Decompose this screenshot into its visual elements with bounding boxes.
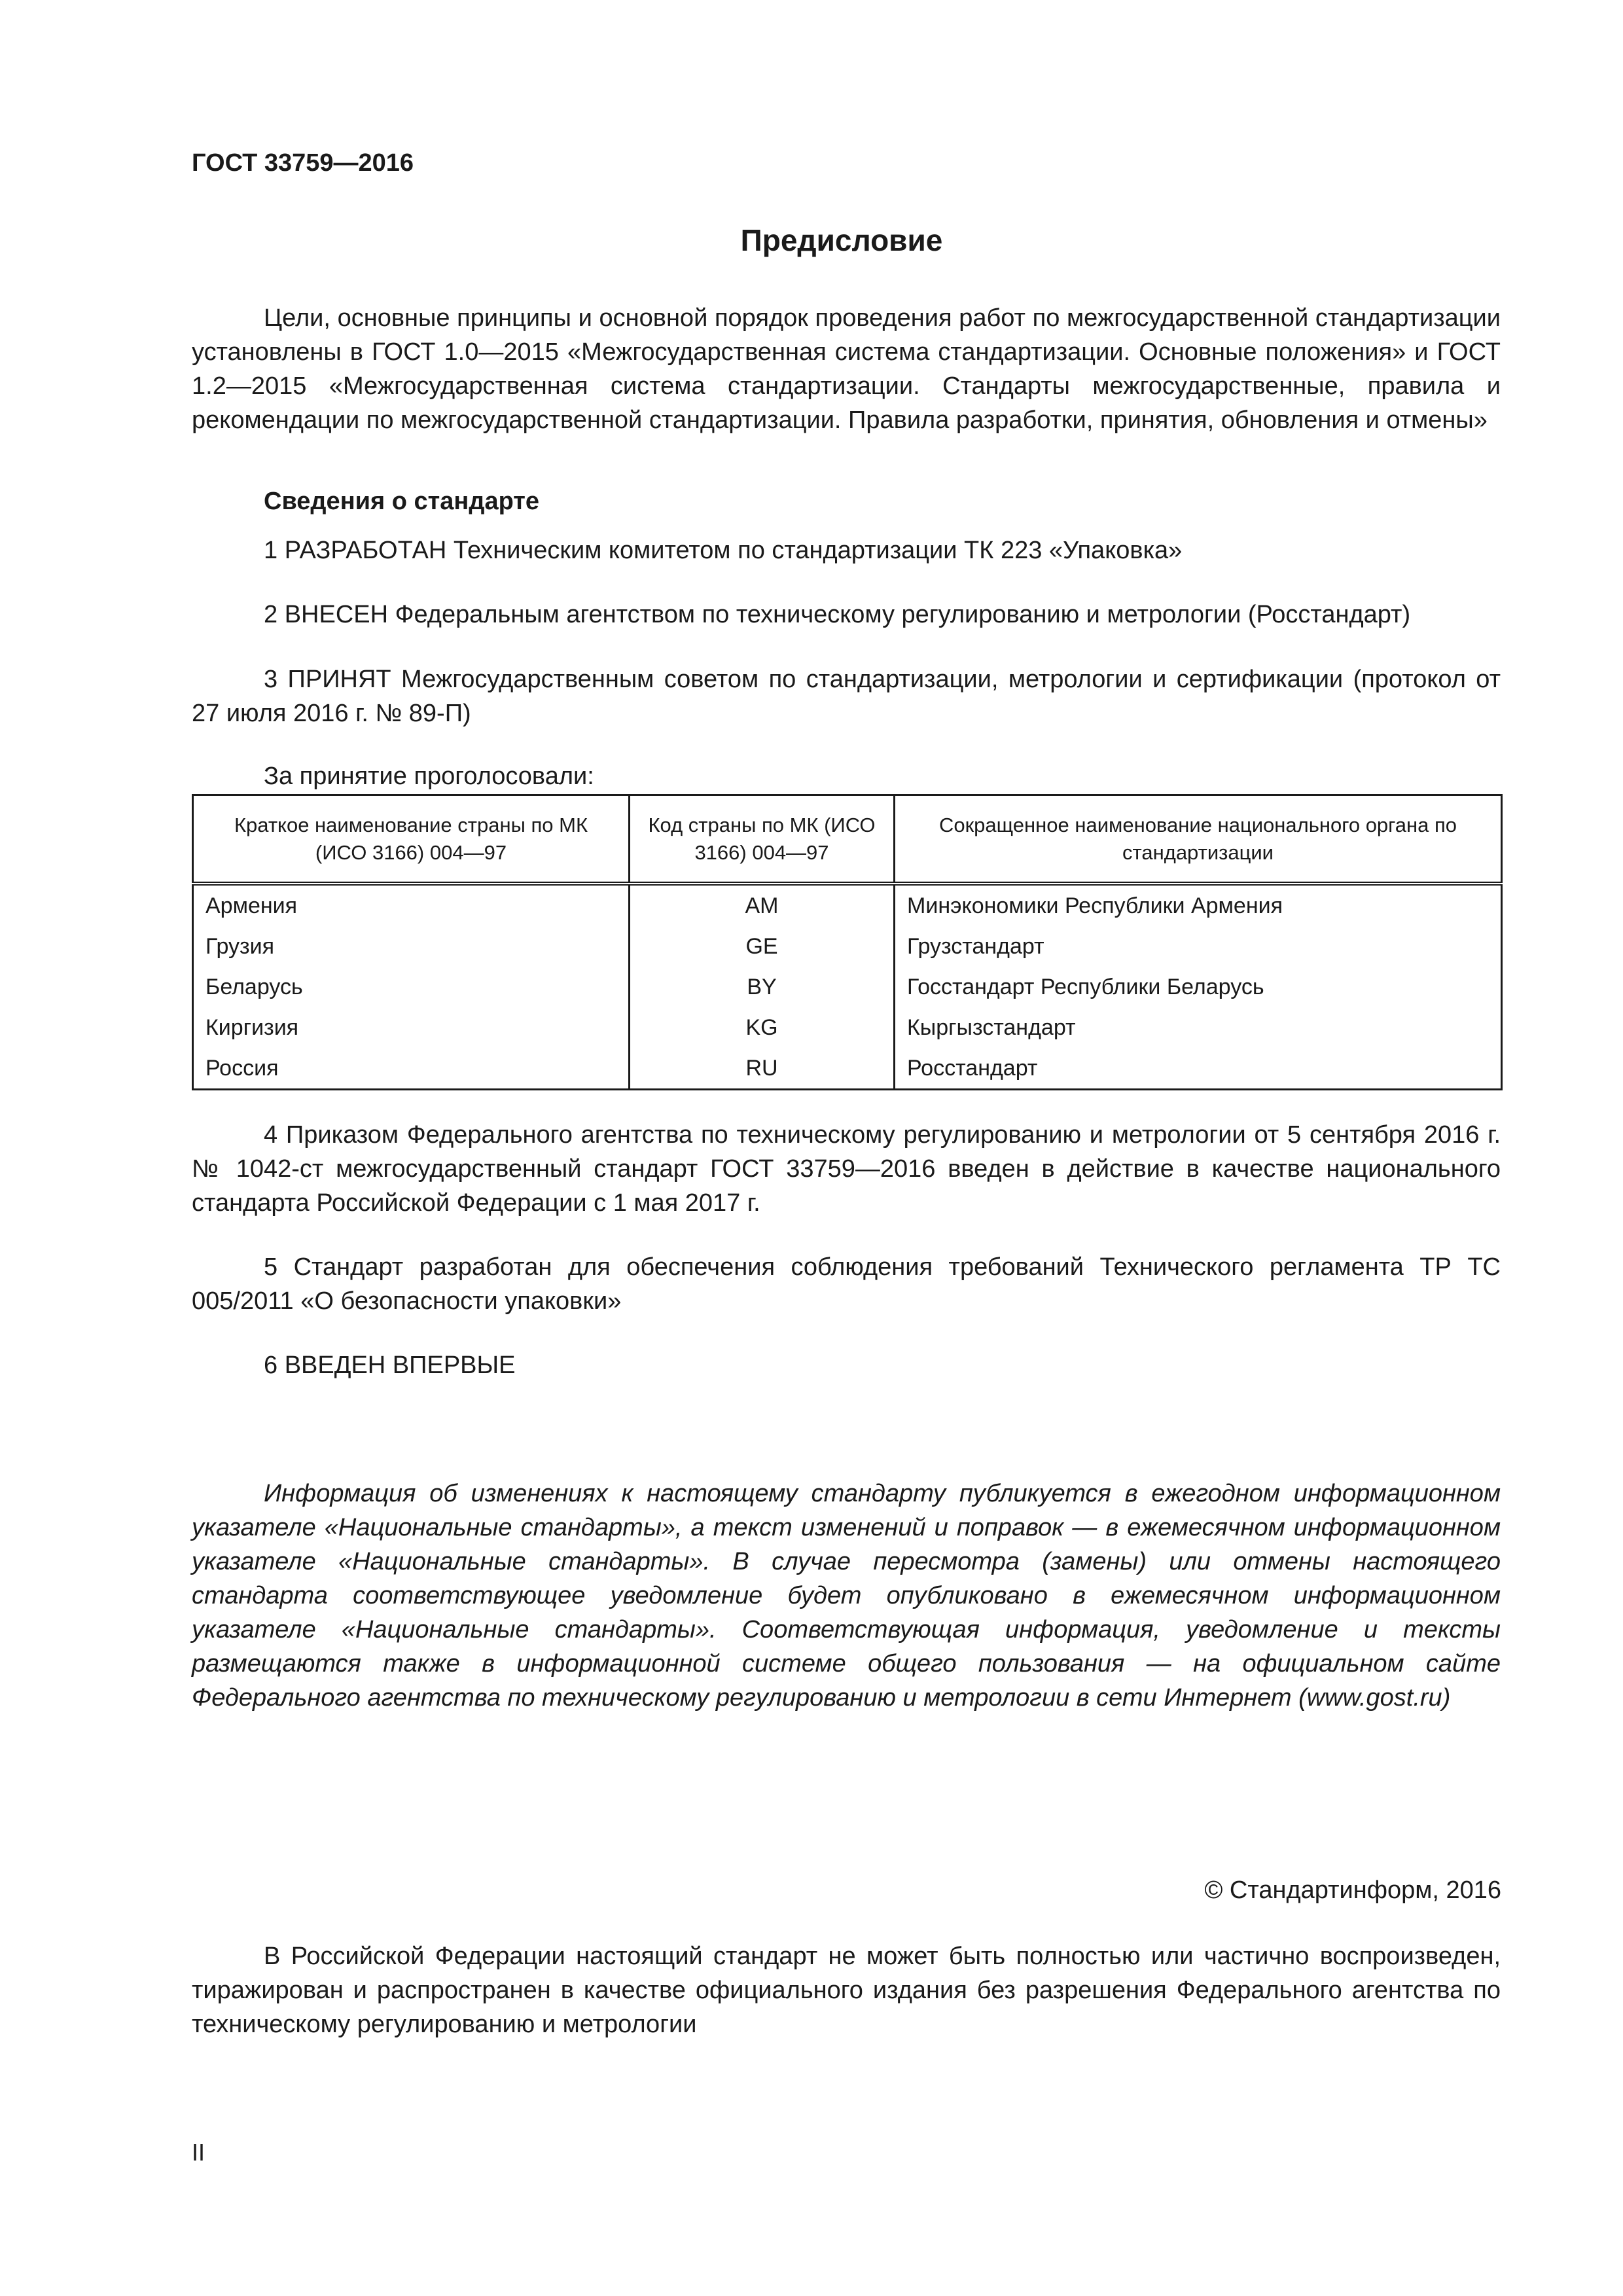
table-row bbox=[193, 1007, 1502, 1048]
item-introduced: 6 ВВЕДЕН ВПЕРВЫЕ bbox=[264, 1352, 516, 1379]
table-row bbox=[193, 967, 1502, 1007]
cell-country: Россия bbox=[193, 1048, 630, 1090]
header-country-name: Краткое наименование страны по МК (ИСО 3166) 004—97 bbox=[193, 795, 630, 884]
item-submitted: 2 ВНЕСЕН Федеральным агентством по техническому регулированию и метрологии (Росстандарт) bbox=[264, 601, 1411, 628]
item-developed: 1 РАЗРАБОТАН Техническим комитетом по стандартизации ТК 223 «Упаковка» bbox=[264, 537, 1183, 564]
cell-body: Грузстандарт bbox=[895, 926, 1502, 967]
cell-body: Росстандарт bbox=[895, 1048, 1502, 1090]
copyright: © Стандартинформ, 2016 bbox=[1204, 1876, 1501, 1904]
cell-country: Беларусь bbox=[193, 967, 630, 1007]
standard-code: ГОСТ 33759—2016 bbox=[192, 149, 414, 177]
page-title: Предисловие bbox=[740, 223, 943, 257]
vote-intro: За принятие проголосовали: bbox=[264, 762, 594, 790]
cell-country: Киргизия bbox=[193, 1007, 630, 1048]
cell-country: Армения bbox=[193, 884, 630, 926]
voting-table bbox=[192, 794, 1503, 1090]
item-order: 4 Приказом Федерального агентства по техническому регулированию и метрологии от 5 сентября 2016 г. № 1042-ст межгосударственный стандарт ГОСТ 33759—2016 введен в действие в качестве национального стандарта Российской Федерации с 1 мая 2017 г. bbox=[192, 1121, 1501, 1217]
table-header-row bbox=[193, 795, 1502, 884]
cell-country: Грузия bbox=[193, 926, 630, 967]
cell-body: Кыргызстандарт bbox=[895, 1007, 1502, 1048]
cell-code: RU bbox=[630, 1048, 895, 1090]
item-regulation: 5 Стандарт разработан для обеспечения соблюдения требований Технического регламента ТР ТС 005/2011 «О безопасности упаковки» bbox=[192, 1253, 1501, 1315]
table-row bbox=[193, 926, 1502, 967]
cell-body: Госстандарт Республики Беларусь bbox=[895, 967, 1502, 1007]
cell-code: KG bbox=[630, 1007, 895, 1048]
table-row bbox=[193, 1048, 1502, 1090]
cell-body: Минэкономики Республики Армения bbox=[895, 884, 1502, 926]
page-number: II bbox=[192, 2139, 205, 2166]
header-country-code: Код страны по МК (ИСО 3166) 004—97 bbox=[630, 795, 895, 884]
changes-notice: Информация об изменениях к настоящему стандарту публикуется в ежегодном информационном указателе «Национальные стандарты», а текст изменений и поправок — в ежемесячном информационном указателе «Национальные стандарты». В случае пересмотра (замены) или отмены настоящего стандарта соответствующее уведомление будет опубликовано в ежемесячном информационном указателе «Национальные стандарты». Соответствующая информация, уведомление и тексты размещаются также в информационной системе общего пользования — на официальном сайте Федерального агентства по техническому регулированию и метрологии в сети Интернет (www.gost.ru) bbox=[192, 1480, 1501, 1712]
intro-paragraph: Цели, основные принципы и основной порядок проведения работ по межгосударственной стандартизации установлены в ГОСТ 1.0—2015 «Межгосударственная система стандартизации. Основные положения» и ГОСТ 1.2—2015 «Межгосударственная система стандартизации. Стандарты межгосударственные, правила и рекомендации по межгосударственной стандартизации. Правила разработки, принятия, обновления и отмены» bbox=[192, 304, 1501, 434]
cell-code: BY bbox=[630, 967, 895, 1007]
section-heading: Сведения о стандарте bbox=[264, 488, 540, 515]
item-adopted: 3 ПРИНЯТ Межгосударственным советом по стандартизации, метрологии и сертификации (протокол от 27 июля 2016 г. № 89-П) bbox=[192, 666, 1501, 727]
header-national-body: Сокращенное наименование национального органа по стандартизации bbox=[895, 795, 1502, 884]
cell-code: GE bbox=[630, 926, 895, 967]
cell-code: AM bbox=[630, 884, 895, 926]
legal-notice: В Российской Федерации настоящий стандарт не может быть полностью или частично воспроизведен, тиражирован и распространен в качестве официального издания без разрешения Федерального агентства по техническому регулированию и метрологии bbox=[192, 1943, 1501, 2038]
table-row bbox=[193, 884, 1502, 926]
